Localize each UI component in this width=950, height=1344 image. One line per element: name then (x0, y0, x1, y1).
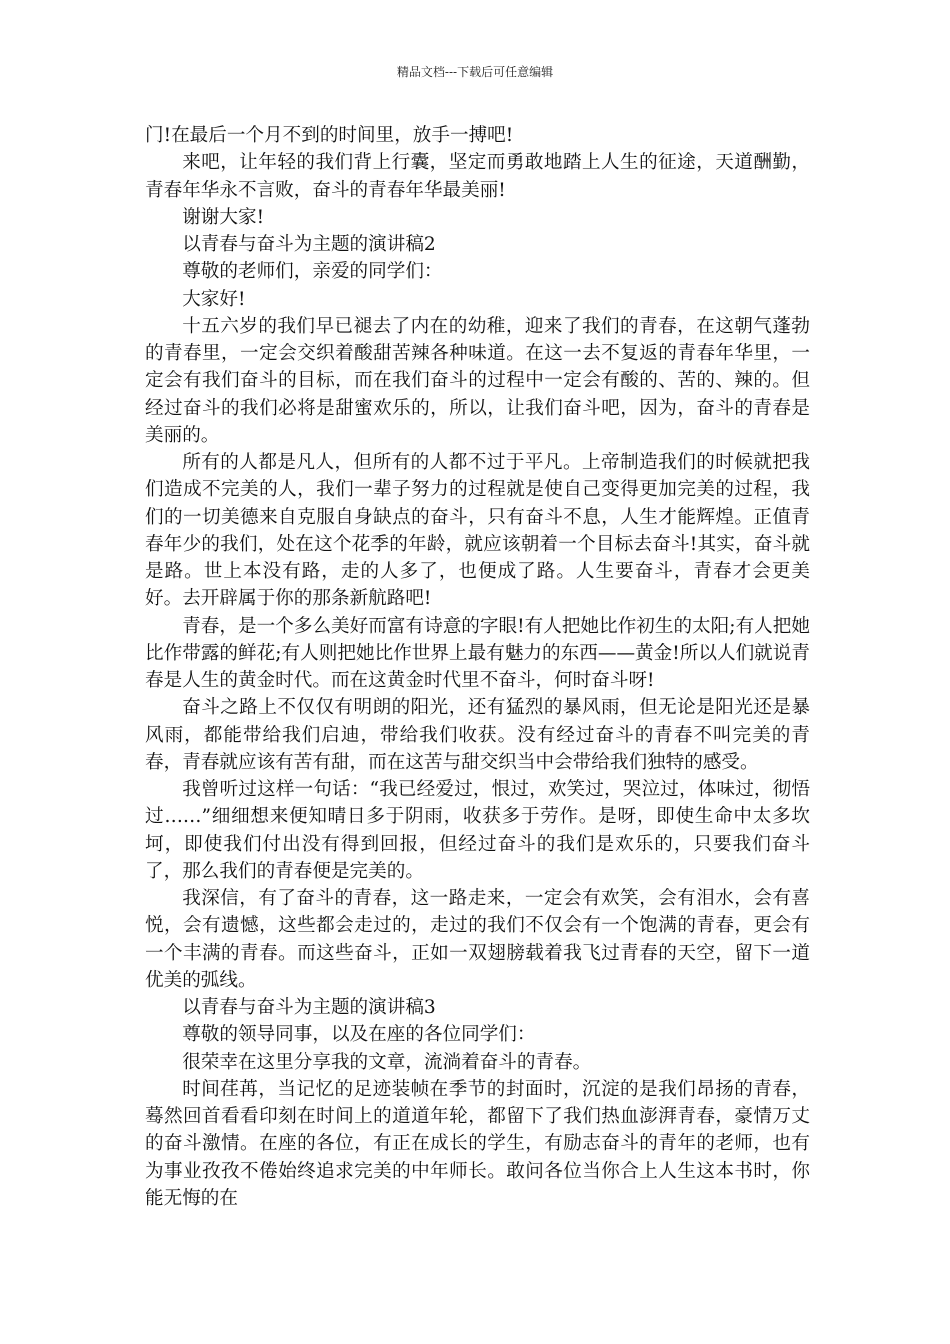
paragraph: 很荣幸在这里分享我的文章，流淌着奋斗的青春。 (182, 1051, 592, 1073)
section-title: 以青春与奋斗为主题的演讲稿2 (182, 234, 436, 255)
salutation: 尊敬的领导同事，以及在座的各位同学们： (182, 1024, 536, 1046)
paragraph: 我深信，有了奋斗的青春，这一路走来，一定会有欢笑，会有泪水，会有喜悦，会有遗憾，这些都会走过的，走过的我们不仅会有一个饱满的青春，更会有一个丰满的青春。而这些奋斗，正如一双翅膀载着我飞过青春的天空，留下一道优美的弧线。 (145, 888, 810, 991)
paragraph: 青春，是一个多么美好而富有诗意的字眼!有人把她比作初生的太阳;有人把她比作带露的鲜花;有人则把她比作世界上最有魅力的东西——黄金!所以人们就说青春是人生的黄金时代。而在这黄金时代里不奋斗，何时奋斗呀! (145, 615, 810, 691)
paragraph: 我曾听过这样一句话：“我已经爱过，恨过，欢笑过，哭泣过，体味过，彻悟过……”细细想来便知晴日多于阴雨，收获多于劳作。是呀，即使生命中太多坎坷，即使我们付出没有得到回报，但经过奋斗的我们是欢乐的，只要我们奋斗了，那么我们的青春便是完美的。 (145, 779, 810, 882)
salutation: 尊敬的老师们，亲爱的同学们： (182, 261, 443, 283)
paragraph: 时间荏苒，当记忆的足迹装帧在季节的封面时，沉淀的是我们昂扬的青春，蓦然回首看看印刻在时间上的道道年轮，都留下了我们热血澎湃青春，豪情万丈的奋斗激情。在座的各位，有正在成长的学生，有励志奋斗的青年的老师，也有为事业孜孜不倦始终追求完美的中年师长。敢问各位当你合上人生这本书时，你能无悔的在 (145, 1078, 810, 1209)
paragraph: 十五六岁的我们早已褪去了内在的幼稚，迎来了我们的青春，在这朝气蓬勃的青春里，一定会交织着酸甜苦辣各种味道。在这一去不复返的青春年华里，一定会有我们奋斗的目标，而在我们奋斗的过程中一定会有酸的、苦的、辣的。但经过奋斗的我们必将是甜蜜欢乐的，所以，让我们奋斗吧，因为，奋斗的青春是美丽的。 (145, 315, 810, 446)
paragraph: 所有的人都是凡人，但所有的人都不过于平凡。上帝制造我们的时候就把我们造成不完美的人，我们一辈子努力的过程就是使自己变得更加完美的过程，我们的一切美德来自克服自身缺点的奋斗，只有奋斗不息，人生才能辉煌。正值青春年少的我们，处在这个花季的年龄，就应该朝着一个目标去奋斗!其实，奋斗就是路。世上本没有路，走的人多了，也便成了路。人生要奋斗，青春才会更美好。去开辟属于你的那条新航路吧! (145, 452, 810, 610)
document-body (145, 122, 810, 1212)
section-title: 以青春与奋斗为主题的演讲稿3 (182, 997, 436, 1018)
paragraph: 门!在最后一个月不到的时间里，放手一搏吧! (145, 125, 514, 146)
page-header: 精品文档---下载后可任意编辑 (396, 65, 554, 79)
paragraph: 奋斗之路上不仅仅有明朗的阳光，还有猛烈的暴风雨，但无论是阳光还是暴风雨，都能带给我们启迪，带给我们收获。没有经过奋斗的青春不叫完美的青春，青春就应该有苦有甜，而在这苦与甜交织当中会带给我们独特的感受。 (145, 697, 810, 773)
paragraph: 来吧，让年轻的我们背上行囊，坚定而勇敢地踏上人生的征途，天道酬勤，青春年华永不言败，奋斗的青春年华最美丽! (145, 152, 810, 201)
paragraph: 谢谢大家! (182, 206, 265, 228)
greeting: 大家好! (182, 288, 246, 310)
